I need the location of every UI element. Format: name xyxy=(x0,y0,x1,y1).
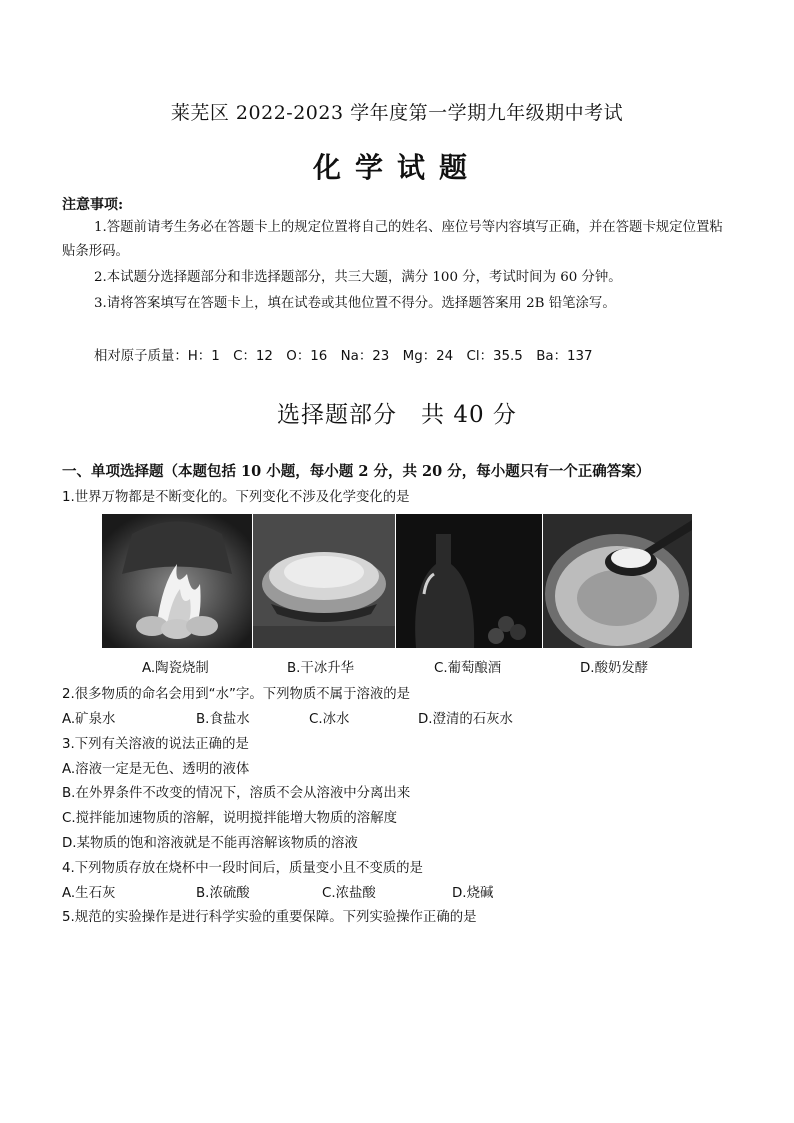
subject-title: 化学试题 xyxy=(312,151,481,184)
question-2-option-d: D.澄清的石灰水 xyxy=(418,712,513,727)
question-3-option-d: D.某物质的饱和溶液就是不能再溶解该物质的溶液 xyxy=(62,836,358,851)
exam-title: 莱芜区 2022-2023 学年度第一学期九年级期中考试 xyxy=(170,102,624,124)
question-4-stem: 4.下列物质存放在烧杯中一段时间后，质量变小且不变质的是 xyxy=(62,861,423,876)
question-5-stem: 5.规范的实验操作是进行科学实验的重要保障。下列实验操作正确的是 xyxy=(62,910,477,925)
question-3-option-a: A.溶液一定是无色、透明的液体 xyxy=(62,762,250,777)
section-title: 选择题部分 共 40 分 xyxy=(277,402,517,428)
question-2-option-c: C.冰水 xyxy=(309,712,350,727)
question-1-option-d: D.酸奶发酵 xyxy=(580,661,649,676)
notice-item-1: 1.答题前请考生务必在答题卡上的规定位置将自己的姓名、座位号等内容填写正确，并在答题卡规定位置粘贴条形码。 xyxy=(62,220,723,259)
question-2-option-a: A.矿泉水 xyxy=(62,712,116,727)
question-4-option-c: C.浓盐酸 xyxy=(322,886,376,901)
question-4-option-a: A.生石灰 xyxy=(62,886,116,901)
atomic-mass-line: 相对原子质量：H：1 C：12 O：16 Na：23 Mg：24 Cl：35.5 Ba：137 xyxy=(94,349,593,364)
question-1-stem: 1.世界万物都是不断变化的。下列变化不涉及化学变化的是 xyxy=(62,490,410,505)
question-4-option-d: D.烧碱 xyxy=(452,886,494,901)
question-1-option-a: A.陶瓷烧制 xyxy=(142,661,209,676)
photo-dry-ice-sublimation xyxy=(253,514,395,648)
question-1-option-c: C.葡萄酿酒 xyxy=(434,661,502,676)
question-4-option-b: B.浓硫酸 xyxy=(196,886,250,901)
notice-heading: 注意事项: xyxy=(62,197,124,213)
part-title: 一、单项选择题（本题包括 10 小题，每小题 2 分，共 20 分，每小题只有一个正确答案） xyxy=(62,463,651,480)
question-2-option-b: B.食盐水 xyxy=(196,712,250,727)
notice-item-3: 3.请将答案填写在答题卡上，填在试卷或其他位置不得分。选择题答案用 2B 铅笔涂写。 xyxy=(94,296,616,311)
photo-grape-winemaking xyxy=(396,514,542,648)
notice-item-2: 2.本试题分选择题部分和非选择题部分，共三大题，满分 100 分，考试时间为 60 分钟。 xyxy=(94,270,622,285)
photo-yogurt-fermentation xyxy=(543,514,692,648)
question-2-stem: 2.很多物质的命名会用到“水”字。下列物质不属于溶液的是 xyxy=(62,687,411,702)
question-3-stem: 3.下列有关溶液的说法正确的是 xyxy=(62,737,249,752)
photo-ceramic-firing xyxy=(102,514,252,648)
question-3-option-c: C.搅拌能加速物质的溶解，说明搅拌能增大物质的溶解度 xyxy=(62,811,397,826)
question-3-option-b: B.在外界条件不改变的情况下，溶质不会从溶液中分离出来 xyxy=(62,786,411,801)
question-1-option-b: B.干冰升华 xyxy=(287,661,355,676)
